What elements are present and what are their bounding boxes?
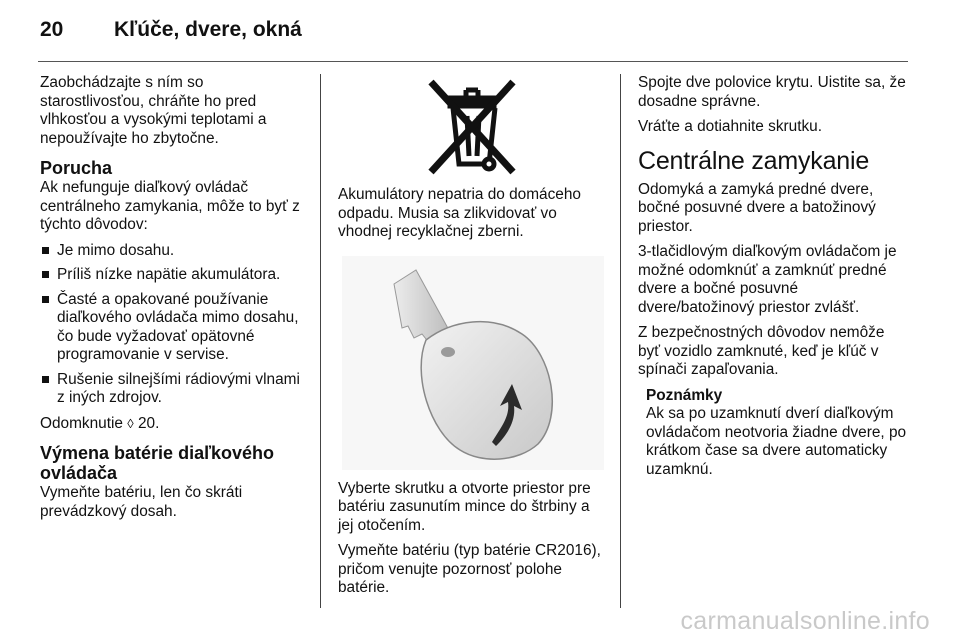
central-paragraph-1: Odomyká a zamyká predné dvere, bočné posuvné dvere a batožinový priestor.: [638, 180, 876, 235]
central-paragraph-2: 3-tlačidlovým diaľkovým ovládačom je možné odomknúť a zamknúť predné dvere a bočné posuvné dvere/batožinový priestor zvlášť.: [638, 243, 897, 316]
crossed-out-wheelie-bin-icon: [417, 76, 527, 176]
page-header: [40, 18, 302, 42]
column-2: [338, 74, 606, 605]
bullet-square-icon: [42, 376, 49, 383]
fault-heading: Porucha: [40, 158, 113, 178]
watermark: carmanualsonline.info: [680, 607, 930, 635]
list-item: Príliš nízke napätie akumulátora.: [40, 266, 310, 285]
battery-paragraph: Vymeňte batériu, len čo skráti prevádzkový dosah.: [40, 484, 243, 520]
bullet-square-icon: [42, 247, 49, 254]
replace-battery-paragraph: Vymeňte batériu (typ batérie CR2016), pričom venujte pozornosť polohe batérie.: [338, 542, 601, 596]
insert-screw-paragraph: Vráťte a dotiahnite skrutku.: [638, 118, 823, 135]
battery-heading: Výmena batérie diaľkového ovládača: [40, 443, 275, 483]
bullet-square-icon: [42, 271, 49, 278]
cross-reference-arrow-icon: ◊: [127, 415, 134, 431]
column-divider-2: [620, 74, 621, 608]
central-locking-heading: Centrálne zamykanie: [638, 146, 870, 175]
header-rule: [38, 61, 908, 62]
recycle-paragraph: Akumulátory nepatria do domáceho odpadu. Musia sa zlikvidovať vo vhodnej recyklačnej zberni.: [338, 186, 581, 240]
chapter-title: Kľúče, dvere, okná: [114, 18, 302, 41]
screw-paragraph: Vyberte skrutku a otvorte priestor pre batériu zasunutím mince do štrbiny a jej otočením.: [338, 479, 591, 534]
join-paragraph: Spojte dve polovice krytu. Uistite sa, že dosadne správne.: [638, 74, 906, 110]
fault-list: [40, 242, 310, 408]
page-number: 20: [40, 18, 64, 41]
list-item: Je mimo dosahu.: [40, 242, 310, 261]
intro-paragraph: Zaobchádzajte s ním so starostlivosťou, chráňte ho pred vlhkosťou a vysokými teplotami a nepoužívajte ho zbytočne.: [40, 74, 267, 147]
column-1: [40, 74, 310, 528]
central-paragraph-3: Z bezpečnostných dôvodov nemôže byť vozidlo zamknuté, keď je kľúč v spínači zapaľovania.: [638, 324, 885, 378]
column-divider-1: [320, 74, 321, 608]
unlock-reference[interactable]: Odomknutie ◊ 20.: [40, 414, 160, 432]
note-text: Ak sa po uzamknutí dverí diaľkovým ovládačom neotvoria žiadne dvere, po krátkom čase sa dvere automaticky uzamknú.: [646, 405, 907, 478]
fault-paragraph: Ak nefunguje diaľkový ovládač centrálneho zamykania, môže to byť z týchto dôvodov:: [40, 179, 300, 233]
column-3: [638, 74, 910, 479]
note-title: Poznámky: [646, 386, 723, 404]
note-box: [646, 387, 910, 480]
list-item: Časté a opakované používanie diaľkového ovládača mimo dosahu, čo bude vyžadovať opätovné programovanie v servise.: [40, 291, 310, 365]
remote-key-fob-illustration: [342, 256, 604, 470]
bullet-square-icon: [42, 296, 49, 303]
list-item: Rušenie silnejšími rádiovými vlnami z iných zdrojov.: [40, 371, 310, 408]
